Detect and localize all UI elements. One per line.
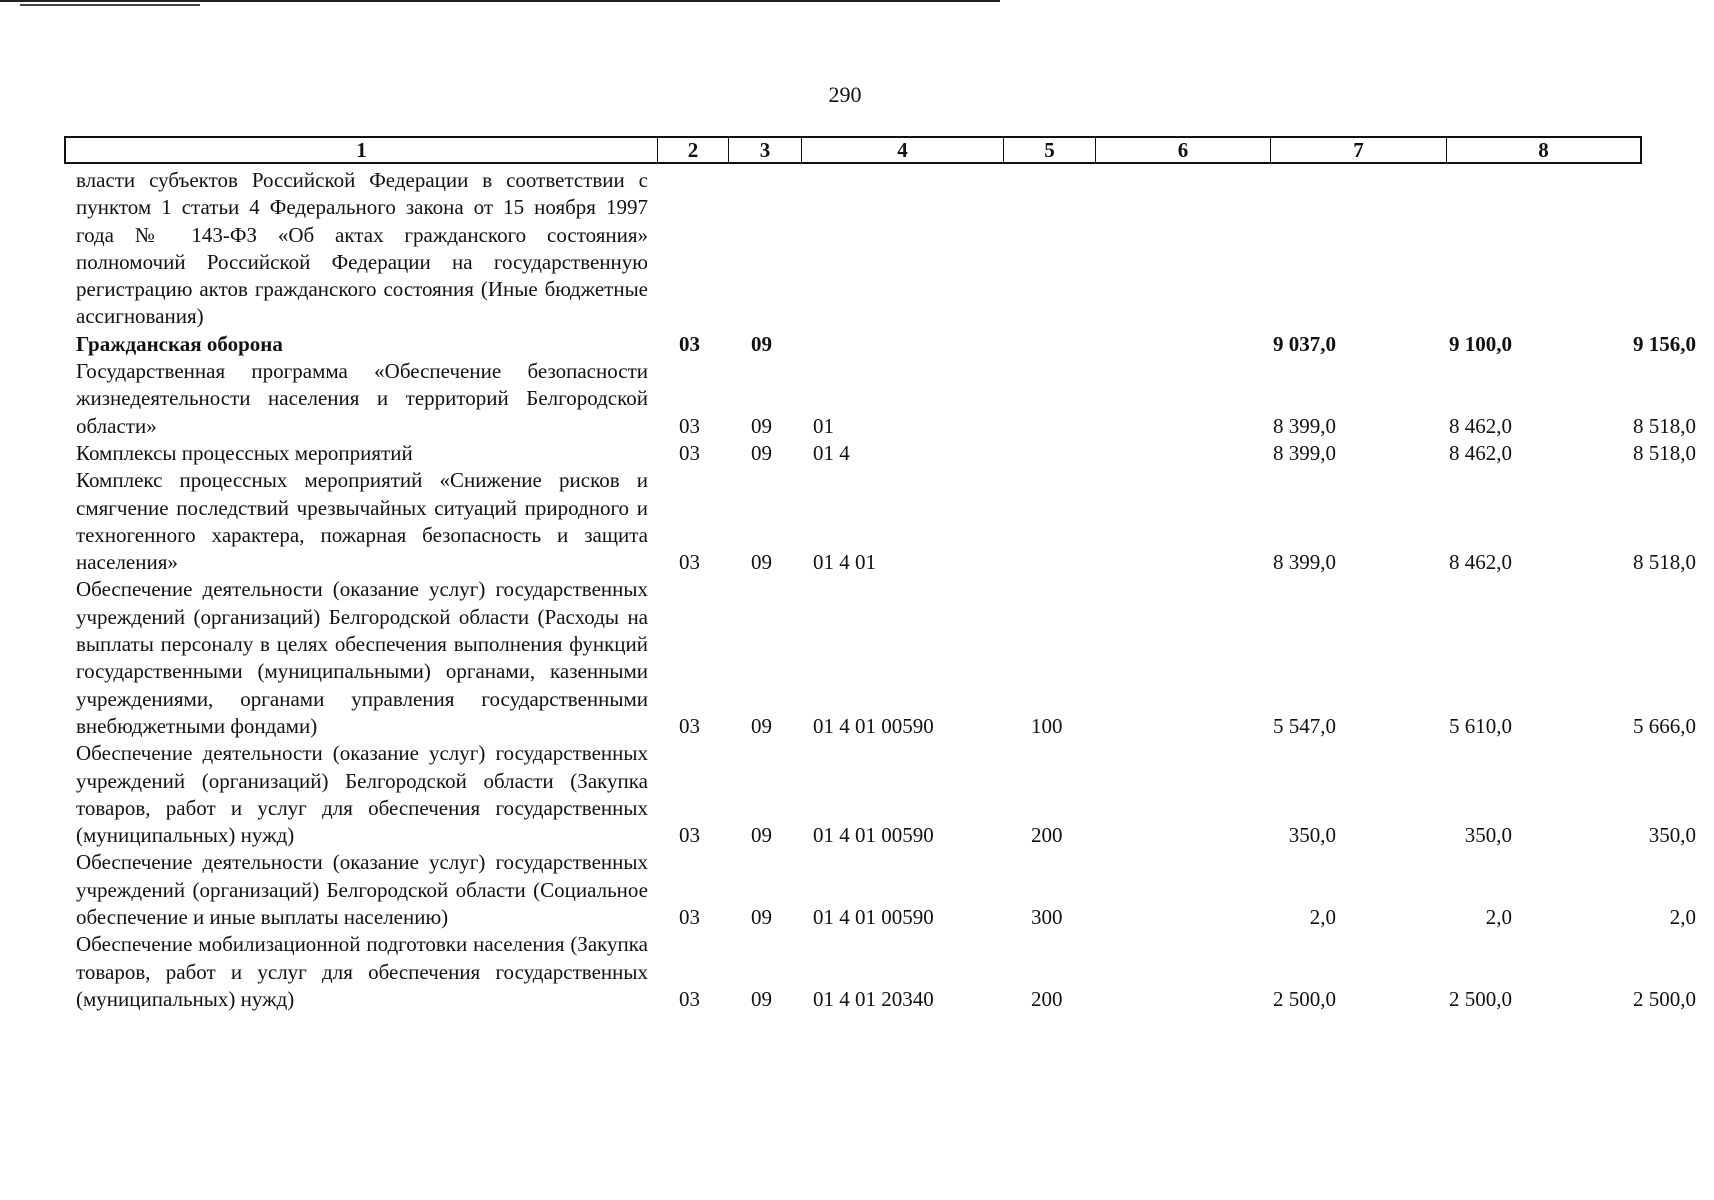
table-row: [76, 467, 1696, 576]
scan-top-edge-line: [0, 0, 1000, 2]
header-col-3: 3: [729, 138, 802, 162]
table-row: [76, 358, 1696, 440]
row-amount-col7: 350,0: [1464, 823, 1512, 848]
header-col-1: 1: [66, 138, 658, 162]
row-section-code: 03: [679, 440, 700, 465]
header-col-7: 7: [1271, 138, 1447, 162]
row-description: власти субъектов Российской Федерации в соответствии с пунктом 1 статьи 4 Федерального закона от 15 ноября 1997 года № 143-ФЗ «Об актах гражданского состояния» полномочий Российской Федерации на государственную регистрацию актов гражданского состояния (Иные бюджетные ассигнования): [76, 168, 648, 329]
row-amount-col7: 8 462,0: [1449, 413, 1512, 438]
table-body: [76, 167, 1696, 1013]
row-expense-type: 100: [1031, 713, 1063, 738]
row-section-code: 03: [679, 713, 700, 738]
row-amount-col7: 8 462,0: [1449, 440, 1512, 465]
row-description: Обеспечение деятельности (оказание услуг) государственных учреждений (организаций) Белгородской области (Расходы на выплаты персоналу в целях обеспечения выполнения функций государственными (муниципальными) органами, казенными учреждениями, органами управления государственными внебюджетными фондами): [76, 577, 648, 738]
row-target-article: 01 4 01 00590: [813, 713, 934, 738]
row-description: Комплексы процессных мероприятий: [76, 440, 413, 465]
row-amount-col6: 8 399,0: [1273, 550, 1336, 575]
row-amount-col7: 2,0: [1485, 905, 1512, 930]
header-col-4: 4: [802, 138, 1004, 162]
scan-top-edge-mark: [20, 4, 200, 6]
row-amount-col6: 9 037,0: [1273, 331, 1336, 356]
row-section-code: 03: [679, 331, 700, 356]
row-amount-col8: 2 500,0: [1633, 986, 1696, 1011]
table-row: [76, 849, 1696, 931]
row-description: Комплекс процессных мероприятий «Снижение рисков и смягчение последствий чрезвычайных ситуаций природного и техногенного характера, пожарная безопасность и защита населения»: [76, 468, 648, 575]
row-description: Государственная программа «Обеспечение безопасности жизнедеятельности населения и территорий Белгородской области»: [76, 359, 648, 438]
row-amount-col8: 350,0: [1648, 823, 1696, 848]
header-col-8: 8: [1538, 138, 1549, 162]
table-row: [76, 331, 1696, 358]
row-amount-col8: 8 518,0: [1633, 440, 1696, 465]
row-amount-col6: 350,0: [1288, 823, 1336, 848]
row-amount-col8: 9 156,0: [1633, 331, 1696, 356]
row-amount-col7: 9 100,0: [1449, 331, 1512, 356]
row-amount-col6: 2,0: [1309, 905, 1336, 930]
row-section-code: 03: [679, 986, 700, 1011]
row-subsection-code: 09: [751, 986, 772, 1011]
row-target-article: 01 4 01 00590: [813, 905, 934, 930]
table-row: [76, 167, 1636, 331]
header-col-6: 6: [1096, 138, 1271, 162]
table-row: [76, 576, 1696, 740]
row-section-code: 03: [679, 823, 700, 848]
row-section-code: 03: [679, 550, 700, 575]
header-col-2: 2: [658, 138, 729, 162]
row-amount-col6: 8 399,0: [1273, 413, 1336, 438]
row-amount-col6: 8 399,0: [1273, 440, 1336, 465]
row-target-article: 01 4 01: [813, 550, 876, 575]
row-subsection-code: 09: [751, 713, 772, 738]
row-expense-type: 200: [1031, 986, 1063, 1011]
row-amount-col7: 8 462,0: [1449, 550, 1512, 575]
row-description: Гражданская оборона: [76, 331, 283, 356]
table-row: [76, 931, 1696, 1013]
row-expense-type: 200: [1031, 823, 1063, 848]
row-subsection-code: 09: [751, 413, 772, 438]
row-expense-type: 300: [1031, 905, 1063, 930]
row-amount-col7: 5 610,0: [1449, 713, 1512, 738]
row-amount-col6: 5 547,0: [1273, 713, 1336, 738]
row-amount-col6: 2 500,0: [1273, 986, 1336, 1011]
table-row: [76, 440, 1696, 467]
row-subsection-code: 09: [751, 440, 772, 465]
row-description: Обеспечение деятельности (оказание услуг) государственных учреждений (организаций) Белгородской области (Закупка товаров, работ и услуг для обеспечения государственных (муниципальных) нужд): [76, 741, 648, 848]
row-description: Обеспечение деятельности (оказание услуг) государственных учреждений (организаций) Белгородской области (Социальное обеспечение и иные выплаты населению): [76, 850, 648, 930]
row-subsection-code: 09: [751, 905, 772, 930]
row-section-code: 03: [679, 413, 700, 438]
row-amount-col8: 5 666,0: [1633, 713, 1696, 738]
row-subsection-code: 09: [751, 823, 772, 848]
row-amount-col8: 2,0: [1669, 905, 1696, 930]
table-header-row: [64, 136, 1642, 164]
row-amount-col8: 8 518,0: [1633, 550, 1696, 575]
table-row: [76, 740, 1696, 849]
row-subsection-code: 09: [751, 331, 772, 356]
row-description: Обеспечение мобилизационной подготовки населения (Закупка товаров, работ и услуг для обеспечения государственных (муниципальных) нужд): [76, 932, 648, 1011]
row-amount-col8: 8 518,0: [1633, 413, 1696, 438]
row-amount-col7: 2 500,0: [1449, 986, 1512, 1011]
row-subsection-code: 09: [751, 550, 772, 575]
row-target-article: 01 4: [813, 440, 850, 465]
row-target-article: 01: [813, 413, 834, 438]
row-target-article: 01 4 01 00590: [813, 823, 934, 848]
page-number: 290: [828, 82, 862, 107]
header-col-5: 5: [1004, 138, 1096, 162]
row-target-article: 01 4 01 20340: [813, 986, 934, 1011]
row-section-code: 03: [679, 905, 700, 930]
